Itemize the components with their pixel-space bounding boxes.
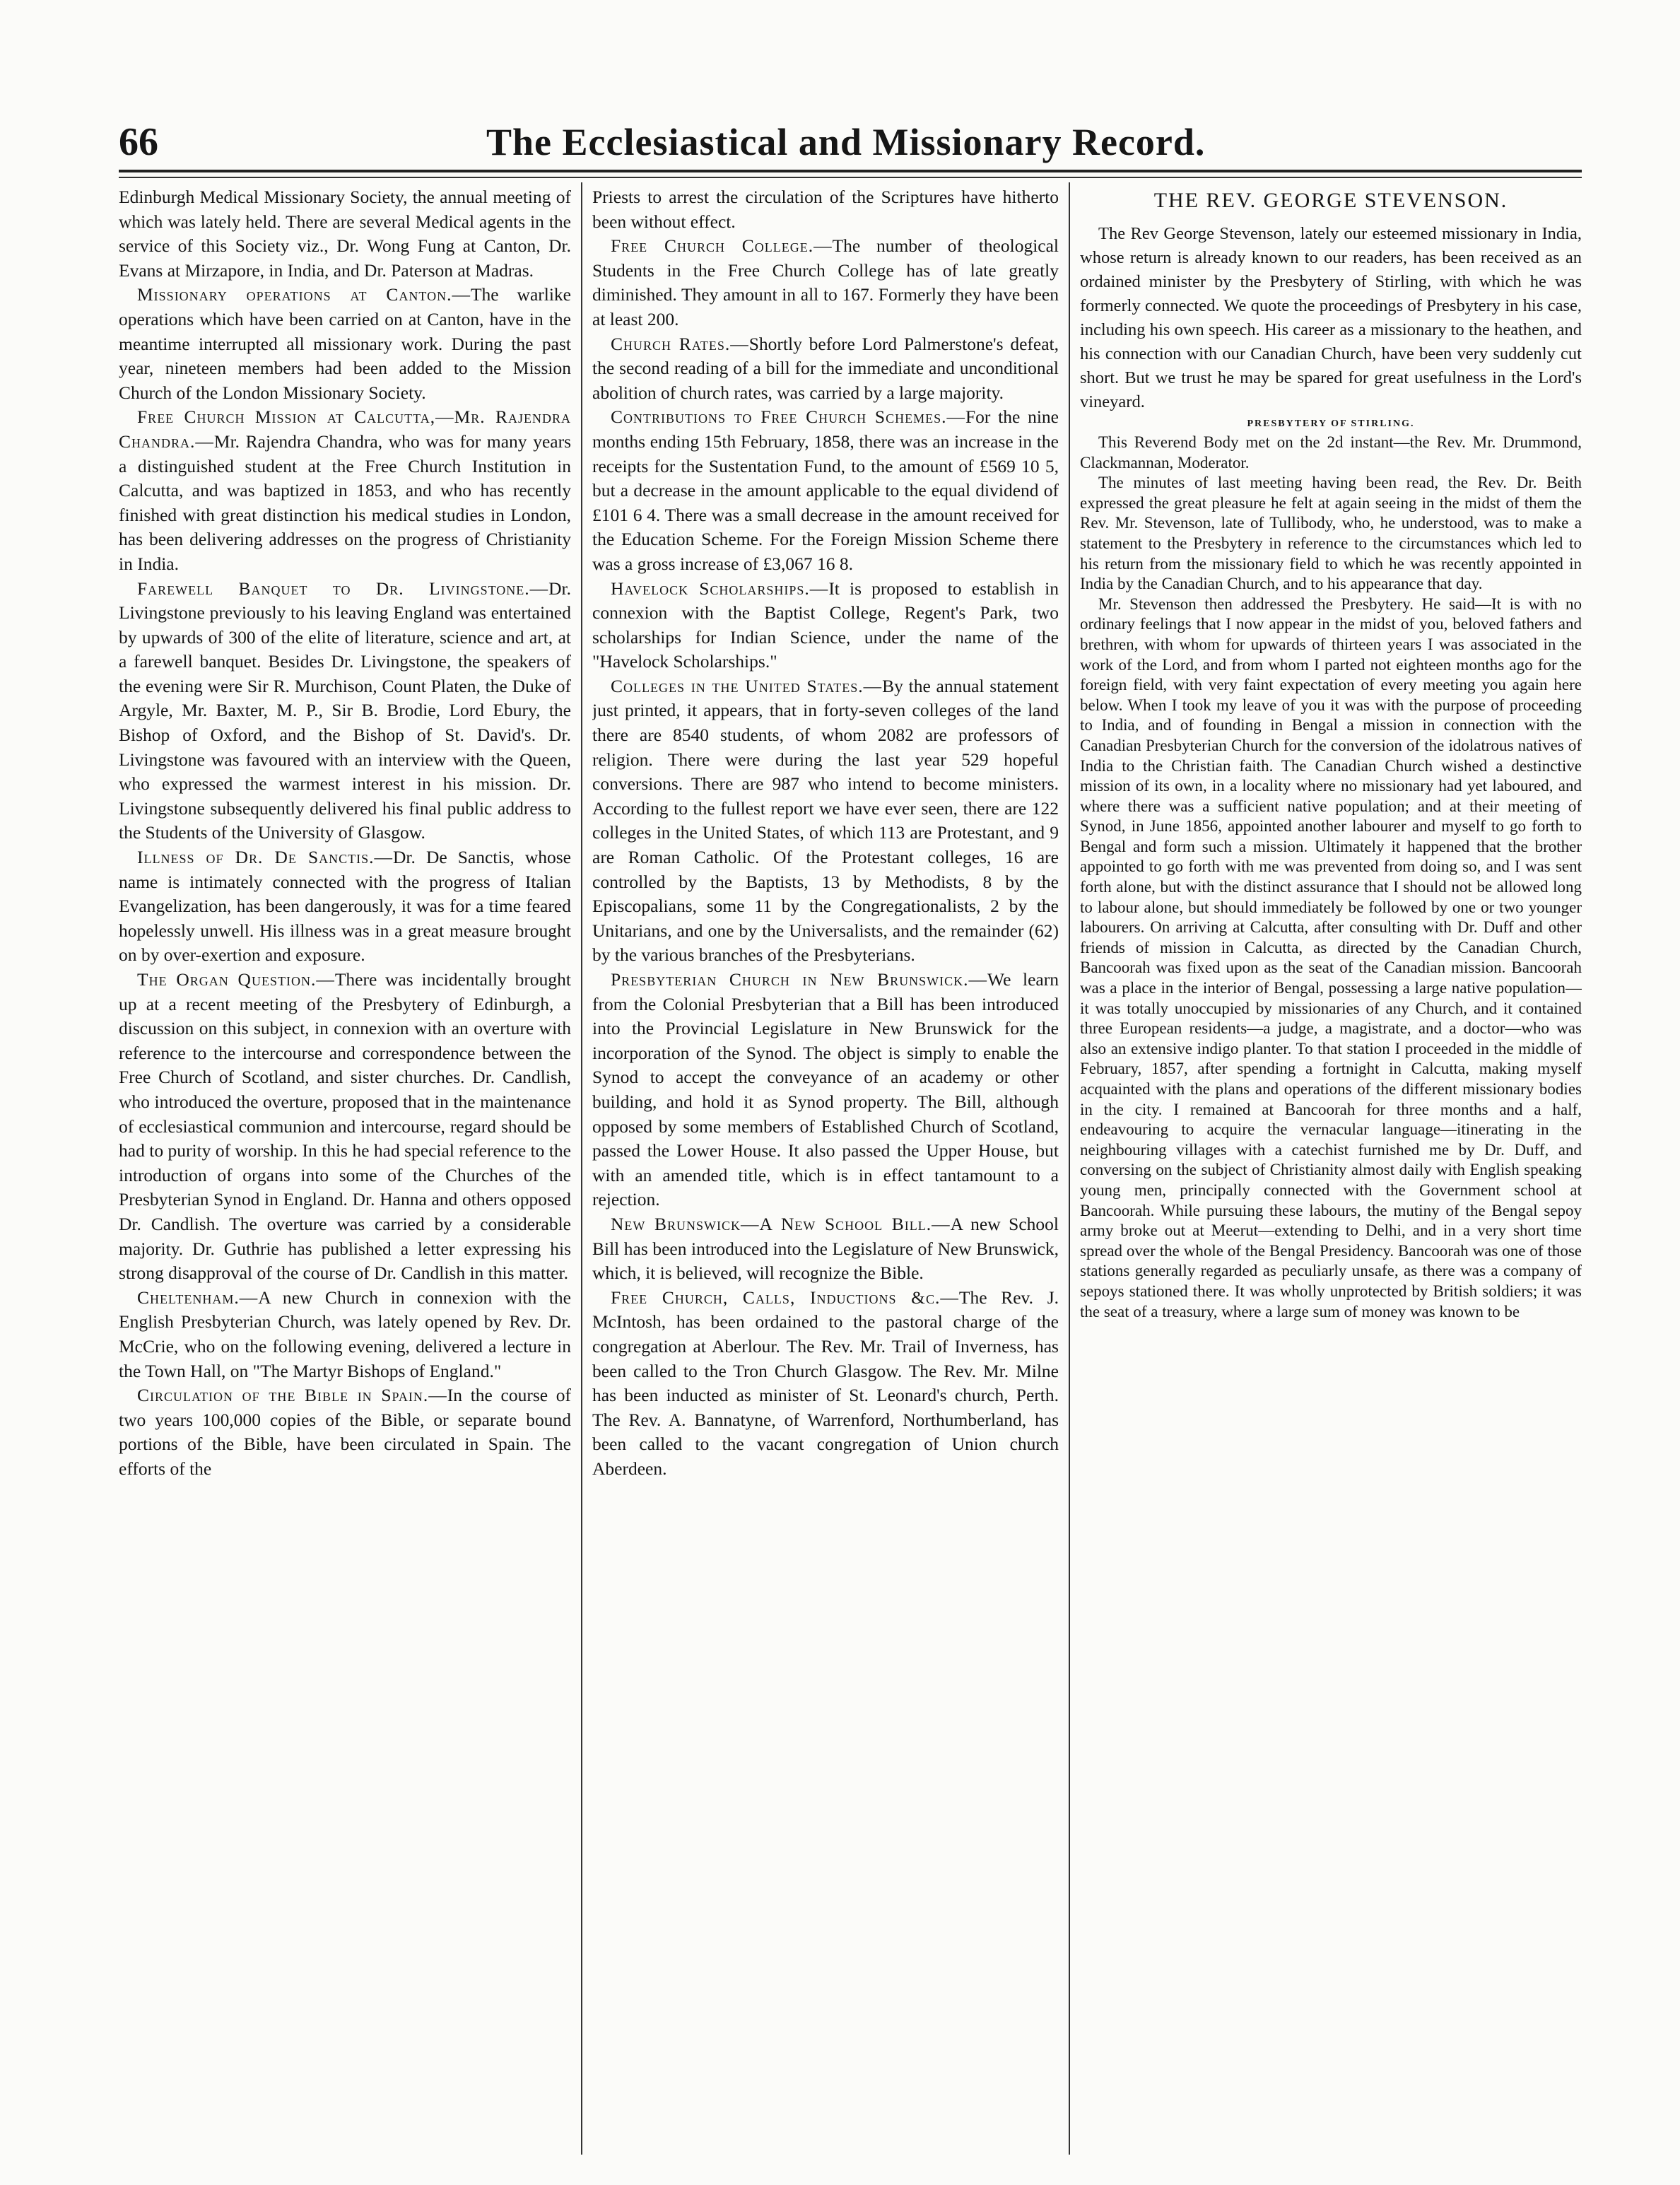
news-item: [592, 577, 1059, 674]
item-text: A new School Bill has been introduced into the Legislature of New Brunswick, which, it is believed, will recognize the Bible.: [592, 1213, 1059, 1284]
item-lead: Contributions to Free Church Schemes.—: [611, 406, 965, 428]
news-item: [119, 1286, 571, 1383]
news-item: [119, 283, 571, 405]
page-number: 66: [119, 120, 158, 164]
news-item: [592, 234, 1059, 332]
column-1: [119, 185, 571, 2165]
news-item: [592, 1212, 1059, 1286]
item-text: For the nine months ending 15th February, 1858, there was an increase in the receipts for the Sustentation Fund, to the amount of £569 10 5, but a decrease in the amount applicable to the equal dividend of £101 6 4. There was a small decrease in the amount received for the Education Scheme. For the Foreign Mission Scheme there was a gross increase of £3,067 16 8.: [592, 406, 1059, 574]
item-lead: Church Rates.—: [611, 333, 749, 354]
news-item: [592, 332, 1059, 406]
article-subheading: PRESBYTERY OF STIRLING.: [1247, 418, 1415, 429]
item-text: The number of theological Students in the Free Church College has of late greatly diminished. They amount in all to 167. Formerly they have been at least 200.: [592, 235, 1059, 329]
item-lead: Illness of Dr. De Sanctis.—: [137, 847, 394, 868]
news-item: [119, 1383, 571, 1481]
column-divider: [1069, 182, 1070, 2155]
item-text: There was incidentally brought up at a recent meeting of the Presbytery of Edinburgh, a discussion on this subject, in connexion with an overture with reference to the intercourse and correspondence between the Free Church of Scotland, and sister churches. Dr. Candlish, who introduced the overture, proposed that in the maintenance of ecclesiastical communion and intercourse, regard should be had to purity of worship. In this he had special reference to the introduction of organs into some of the Churches of the Presbyterian Synod in England. Dr. Hanna and others opposed Dr. Candlish. The overture was carried by a considerable majority. Dr. Guthrie has published a letter expressing his strong disapproval of the course of Dr. Candlish in this matter.: [119, 969, 571, 1284]
article-paragraph: Mr. Stevenson then addressed the Presbytery. He said—It is with no ordinary feelings that I now appear in the midst of you, beloved fathers and brethren, with whom for upwards of thirteen years I was associated in the work of the Lord, and from whom I parted not eighteen months ago for the foreign field, with very faint expectation of every meeting you again here below. When I took my leave of you it was with the purpose of proceeding to India, and of founding in Bengal a mission in connection with the Canadian Presbyterian Church for the conversion of the idolatrous natives of India to the Christian faith. The Canadian Church wished a destinctive mission of its own, in a locality where no missionary had yet laboured, and where there was a sufficient native population; and at their meeting of Synod, in June 1856, appointed another labourer and myself to go forth to Bengal and form such a mission. Ultimately it happened that the brother appointed to go forth with me was prevented from doing so, and I was sent forth alone, but with the distinct assurance that I should not be allowed long to labour alone, but should immediately be followed by one or two younger labourers. On arriving at Calcutta, after consulting with Dr. Duff and other friends of mission in Calcutta, as directed by the Canadian Church, Bancoorah was fixed upon as the seat of the Canadian mission. Bancoorah was a place in the interior of Bengal, possessing a large native population—it was totally unoccupied by missionaries of any Church, and it contained three European residents—a judge, a magistrate, and a doctor—who was also an extensive indigo planter. To that station I proceeded in the middle of February, 1857, after spending a fortnight in Calcutta, making myself acquainted with the plans and operations of the different missionary bodies in the city. I remained at Bancoorah for three months and a half, endeavouring to acquire the vernacular language—itinerating in the neighbouring villages with a catechist furnished me by Dr. Duff, and conversing on the subject of Christianity almost daily with English speaking young men, principally connected with the Government school at Bancoorah. While pursuing these labours, the mutiny of the Bengal sepoy army broke out at Meerut—extending to Delhi, and in a very short time spread over the whole of the Bengal Presidency. Bancoorah was one of those stations generally regarded as peculiarly unsafe, as there was a company of sepoys stationed there. It was wholly unprotected by British soldiers; it was the seat of a treasury, where a large sum of money was known to be: [1080, 594, 1582, 1320]
item-text: Priests to arrest the circulation of the Scriptures have hitherto been without effect.: [592, 187, 1059, 232]
item-text: We learn from the Colonial Presbyterian that a Bill has been introduced into the Provincial Legislature in New Brunswick for the incorporation of the Synod. The object is simply to enable the Synod to accept the conveyance of an academy or other building, and hold it as Synod property. The Bill, although opposed by some members of Established Church of Scotland, passed the Lower House. It also passed the Upper House, but with an amended title, which is in effect tantamount to a rejection.: [592, 969, 1059, 1210]
item-text: The Rev. J. McIntosh, has been ordained to the pastoral charge of the congregation at Aberlour. The Rev. Mr. Trail of Inverness, has been called to the Tron Church Glasgow. The Rev. Mr. Milne has been inducted as minister of St. Leonard's church, Perth. The Rev. A. Bannatyne, of Warrenford, Northumberland, has been called to the vacant congregation of Union church Aberdeen.: [592, 1287, 1059, 1479]
item-lead: New Brunswick—A New School Bill.—: [611, 1213, 951, 1234]
news-item: [592, 968, 1059, 1212]
article-title: THE REV. GEORGE STEVENSON.: [1153, 189, 1508, 212]
column-3: [1080, 185, 1582, 2165]
item-text: Mr. Rajendra Chandra, who was for many years a distinguished student at the Free Church Institution in Calcutta, and was baptized in 1853, and who has recently finished with great distinction his medical studies in London, has been delivering addresses on the progress of Christianity in India.: [119, 430, 571, 574]
column-2: [592, 185, 1059, 2165]
news-item: [592, 1286, 1059, 1482]
item-lead: Farewell Banquet to Dr. Livingstone.—: [137, 578, 549, 599]
item-lead: Free Church, Calls, Inductions &c.—: [611, 1287, 959, 1308]
item-lead: Colleges in the United States.—: [611, 675, 883, 696]
item-text: In the course of two years 100,000 copies of the Bible, or separate bound portions of the Bible, have been circulated in Spain. The efforts of the: [119, 1385, 571, 1479]
header-rule: [119, 170, 1582, 172]
news-item: [119, 577, 571, 846]
news-item: [119, 968, 571, 1286]
item-text: Shortly before Lord Palmerstone's defeat, the second reading of a bill for the immediate and unconditional abolition of church rates, was carried by a large majority.: [592, 333, 1059, 403]
journal-title: The Ecclesiastical and Missionary Record.: [486, 121, 1206, 163]
item-text: The warlike operations which have been carried on at Canton, have in the meantime interrupted all missionary work. During the past year, nineteen members had been added to the Mission Church of the London Missionary Society.: [119, 284, 571, 403]
article-intro: The Rev George Stevenson, lately our esteemed missionary in India, whose return is already known to our readers, has been received as an ordained minister by the Presbytery of Stirling, with which he was formerly connected. We quote the proceedings of Presbytery in his case, including his own speech. His career as a missionary to the heathen, and his connection with our Canadian Church, have been very suddenly cut short. But we trust he may be spared for great usefulness in the Lord's vineyard.: [1080, 224, 1582, 411]
item-lead: Presbyterian Church in New Brunswick.—: [611, 969, 988, 990]
item-lead: Missionary operations at Canton.—: [137, 284, 471, 305]
news-item: [592, 405, 1059, 576]
item-lead: Cheltenham.—: [137, 1287, 259, 1308]
item-text: Dr. De Sanctis, whose name is intimately connected with the progress of Italian Evangelization, has been dangerously, it was for a time feared hopelessly unwell. His illness was in a great measure brought on by over-exertion and exposure.: [119, 847, 571, 966]
news-item: [592, 185, 1059, 234]
item-lead: Havelock Scholarships.—: [611, 578, 829, 599]
item-text: Edinburgh Medical Missionary Society, the annual meeting of which was lately held. There are several Medical agents in the service of this Society viz., Dr. Wong Fung at Canton, Dr. Evans at Mirzapore, in India, and Dr. Paterson at Madras.: [119, 187, 571, 281]
news-item: [119, 845, 571, 968]
news-item: [119, 405, 571, 576]
item-text: A new Church in connexion with the English Presbyterian Church, was lately opened by Rev. Dr. McCrie, who on the following evening, delivered a lecture in the Town Hall, on "The Martyr Bishops of England.": [119, 1287, 571, 1381]
item-text: Dr. Livingstone previously to his leaving England was entertained by upwards of 300 of the elite of literature, science and art, at a farewell banquet. Besides Dr. Livingstone, the speakers of the evening were Sir R. Murchison, Count Platen, the Duke of Argyle, Mr. Baxter, M. P., Sir B. Brodie, Lord Ebury, the Bishop of Oxford, and the Bishop of St. David's. Dr. Livingstone was favoured with an interview with the Queen, who expressed the warmest interest in his mission. Dr. Livingstone subsequently delivered his final public address to the Students of the University of Glasgow.: [119, 578, 571, 843]
page-header: [119, 119, 1582, 168]
news-item: [119, 185, 571, 283]
item-lead: The Organ Question.—: [137, 969, 335, 990]
item-lead: Circulation of the Bible in Spain.—: [137, 1385, 447, 1406]
item-text: It is proposed to establish in connexion with the Baptist College, Regent's Park, two scholarships for Indian Science, under the name of the "Havelock Scholarships.": [592, 578, 1059, 672]
item-lead: Free Church College.—: [611, 235, 833, 257]
header-rule-thin: [119, 177, 1582, 178]
column-divider: [581, 182, 582, 2155]
item-text: By the annual statement just printed, it appears, that in forty-seven colleges of the land there are 8540 students, of whom 2082 are professors of religion. There were during the last year 529 hopeful conversions. There are 987 who intend to become ministers. According to the fullest report we have ever seen, there are 122 colleges in the United States, of which 113 are Protestant, and 9 are Roman Catholic. Of the Protestant colleges, 16 are controlled by the Baptists, 13 by Methodists, 8 by the Episcopalians, some 11 by the Congregationalists, 2 by the Unitarians, and one by the Universalists, and the remainder (62) by the various branches of the Presbyterians.: [592, 675, 1059, 966]
article-paragraph: The minutes of last meeting having been read, the Rev. Dr. Beith expressed the great pleasure he felt at again seeing in the midst of them the Rev. Mr. Stevenson, late of Tullibody, who, he understood, was to make a statement to the Presbytery in reference to the circumstances which led to his return from the missionary field to which he was recently appointed in India by the Canadian Church, and to his appearance that day.: [1080, 474, 1582, 593]
item-lead: Free Church Mission at Calcutta,—Mr. Rajendra Chandra.—: [119, 406, 571, 452]
news-item: [592, 674, 1059, 968]
article-paragraph: This Reverend Body met on the 2d instant—the Rev. Mr. Drummond, Clackmannan, Moderator.: [1080, 433, 1582, 471]
